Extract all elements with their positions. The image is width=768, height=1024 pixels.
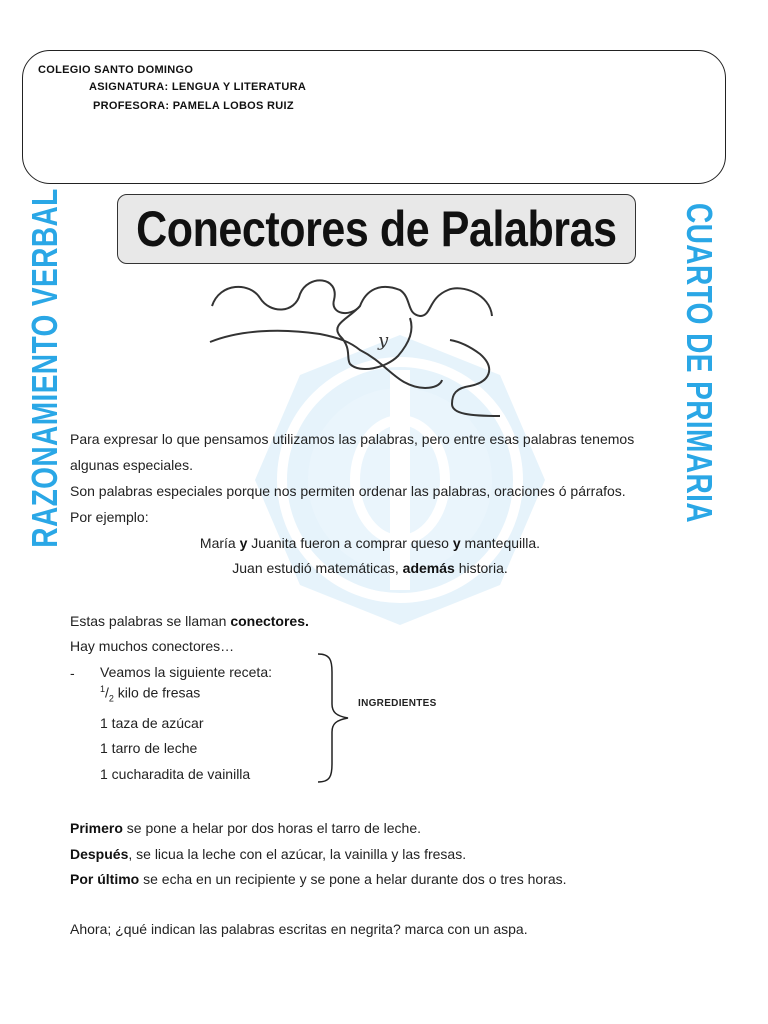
subject-line: ASIGNATURA: LENGUA Y LITERATURA [89,81,307,93]
example-2 [70,560,670,576]
intro-line-4: Por ejemplo: [70,509,149,525]
step-3-text: se echa en un recipiente y se pone a helar durante dos o tres horas. [139,871,567,887]
side-label-right-text: CUARTO DE PRIMARIA [679,202,720,524]
step-1 [70,819,421,837]
connectors-text: Estas palabras se llaman [70,613,231,629]
step-1-connector: Primero [70,820,123,836]
ingredient-3: 1 tarro de leche [100,740,198,756]
school-name: COLEGIO SANTO DOMINGO [38,64,194,76]
ingredient-1: $^1/_2$ kilo de fresas [100,684,201,704]
recipe-bullet: - [70,665,75,681]
example-1-text-a: María [199,535,240,551]
title-box [117,194,636,264]
step-2-connector: Después [70,846,129,862]
step-2 [70,845,466,863]
connectors-bold: conectores. [230,613,309,629]
side-label-left [22,188,68,548]
ingredient-4: 1 cucharadita de vainilla [100,766,251,782]
fraction-denominator: 2 [108,693,114,704]
intro-line-2: algunas especiales. [70,457,193,473]
connectors-line [70,612,309,630]
example-1-connector-2: y [452,535,461,551]
intro-line-1: Para expresar lo que pensamos utilizamos las palabras, pero entre esas palabras tenemos [70,431,635,447]
step-2-text: , se licua la leche con el azúcar, la vainilla y las fresas. [128,846,467,862]
puzzle-piece-icon [200,270,500,420]
many-connectors-line: Hay muchos conectores… [70,638,235,654]
fraction-numerator: 1 [100,684,106,694]
step-1-text: se pone a helar por dos horas el tarro de leche. [122,820,421,836]
ingredient-2: 1 taza de azúcar [100,715,204,731]
recipe-intro: Veamos la siguiente receta: [100,664,272,680]
step-3 [70,870,567,888]
example-1 [70,535,670,551]
puzzle-letter: y [378,330,389,351]
intro-line-3: Son palabras especiales porque nos permiten ordenar las palabras, oraciones ó párrafos. [70,483,626,499]
curly-brace-icon [314,652,354,784]
example-1-text-c: Juanita fueron a comprar queso [247,535,453,551]
example-1-text-d: mantequilla. [460,535,541,551]
ingredient-1-text: kilo de fresas [113,684,201,701]
question-line: Ahora; ¿qué indican las palabras escritas en negrita? marca con un aspa. [70,921,528,937]
example-2-text-c: historia. [454,560,508,576]
side-label-left-text: RAZONAMIENTO VERBAL [24,188,65,548]
page-title: Conectores de Palabras [136,201,617,257]
example-2-text-a: Juan estudió matemáticas, [232,560,403,576]
example-2-connector: además [402,560,455,576]
example-1-connector-1: y [239,535,248,551]
step-3-connector: Por último [70,871,140,887]
side-label-right [676,196,722,530]
teacher-line: PROFESORA: PAMELA LOBOS RUIZ [93,100,294,112]
ingredients-label: INGREDIENTES [358,698,437,709]
